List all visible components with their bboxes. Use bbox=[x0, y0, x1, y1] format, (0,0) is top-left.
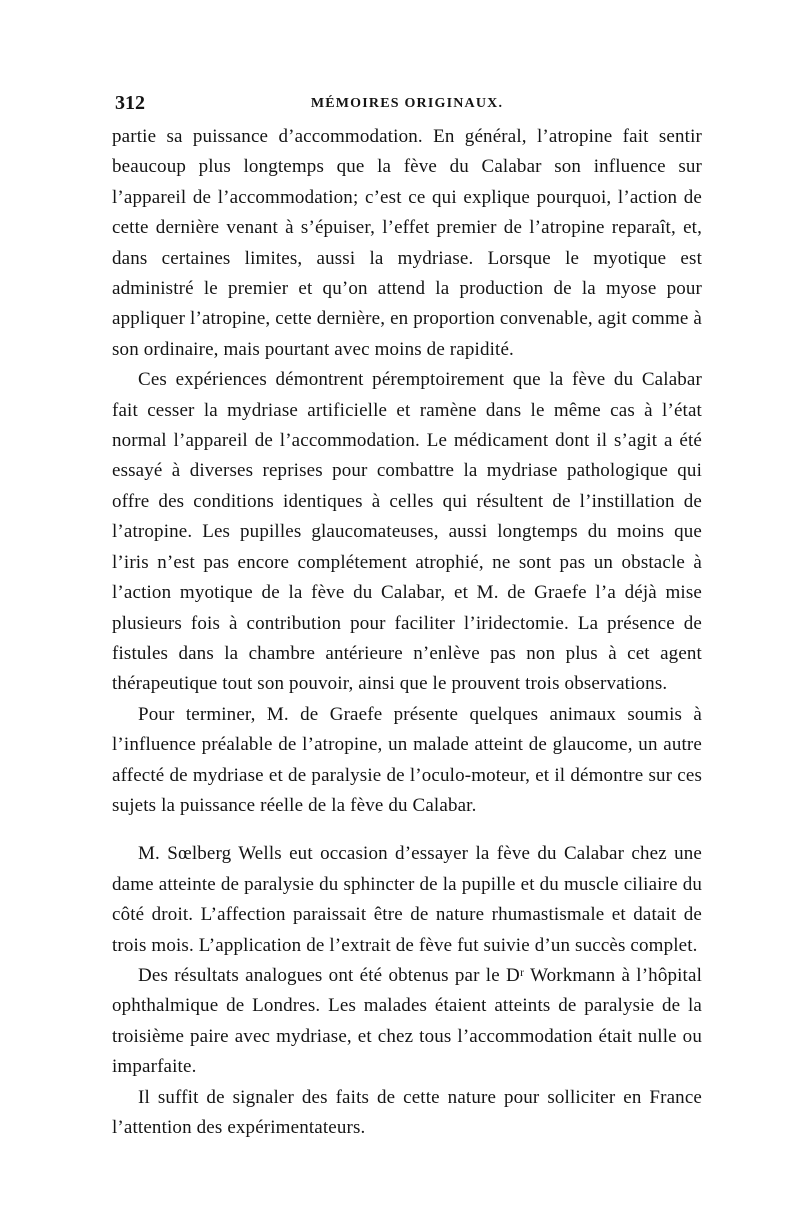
paragraph-experiences: Ces expériences démontrent péremptoirement que la fève du Calabar fait cesser la mydriase artificielle et ramène dans le même cas à l’état normal l’appareil de l’accommodation. Le médicament dont il s’agit a été essayé à diverses reprises pour combattre la mydriase pathologique qui offre des conditions identiques à celles qui résultent de l’instillation de l’atropine. Les pupilles glaucomateuses, aussi longtemps du moins que l’iris n’est pas encore complétement atrophié, ne sont pas un obstacle à l’action myotique de la fève du Calabar, et M. de Graefe l’a déjà mise plusieurs fois à contribution pour faciliter l’iridectomie. La présence de fistules dans la chambre antérieure n’enlève pas non plus à cet agent thérapeutique tout son pouvoir, ainsi que le prouvent trois observations. bbox=[112, 369, 702, 695]
page-header bbox=[112, 92, 702, 116]
paragraph-wells: M. Sœlberg Wells eut occasion d’essayer la fève du Calabar chez une dame atteinte de paralysie du sphincter de la pupille et du muscle ciliaire du côté droit. L’affection paraissait être de nature rhumastismale et datait de trois mois. L’application de l’extrait de fève fut suivie d’un succès complet. bbox=[112, 843, 702, 956]
paragraph-workmann: Des résultats analogues ont été obtenus par le Dʳ Workmann à l’hôpital ophthalmique de Londres. Les malades étaient atteints de paralysie de la troisième paire avec mydriase, et chez tous l’accommodation était nulle ou imparfaite. bbox=[112, 964, 702, 1078]
paragraph-closing: Il suffit de signaler des faits de cette nature pour solliciter en France l’attention des expérimentateurs. bbox=[112, 1086, 702, 1138]
paragraph-continuation: partie sa puissance d’accommodation. En général, l’atropine fait sentir beaucoup plus longtemps que la fève du Calabar son influence sur l’appareil de l’accommodation; c’est ce qui explique pourquoi, l’action de cette dernière venant à s’épuiser, l’effet premier de l’atropine reparaît, et, dans certaines limites, aussi la mydriase. Lorsque le myotique est administré le premier et qu’on attend la production de la myose pour appliquer l’atropine, cette dernière, en proportion convenable, agit comme à son ordinaire, mais pourtant avec moins de rapidité. bbox=[112, 126, 702, 360]
running-head: MÉMOIRES ORIGINAUX. bbox=[310, 96, 504, 111]
book-page bbox=[112, 92, 702, 1143]
body-text bbox=[112, 122, 702, 1143]
page-number: 312 bbox=[115, 92, 145, 114]
paragraph-conclusion: Pour terminer, M. de Graefe présente quelques animaux soumis à l’influence préalable de l’atropine, un malade atteint de glaucome, un autre affecté de mydriase et de paralysie de l’oculo-moteur, et il démontre sur ces sujets la puissance réelle de la fève du Calabar. bbox=[112, 703, 702, 816]
